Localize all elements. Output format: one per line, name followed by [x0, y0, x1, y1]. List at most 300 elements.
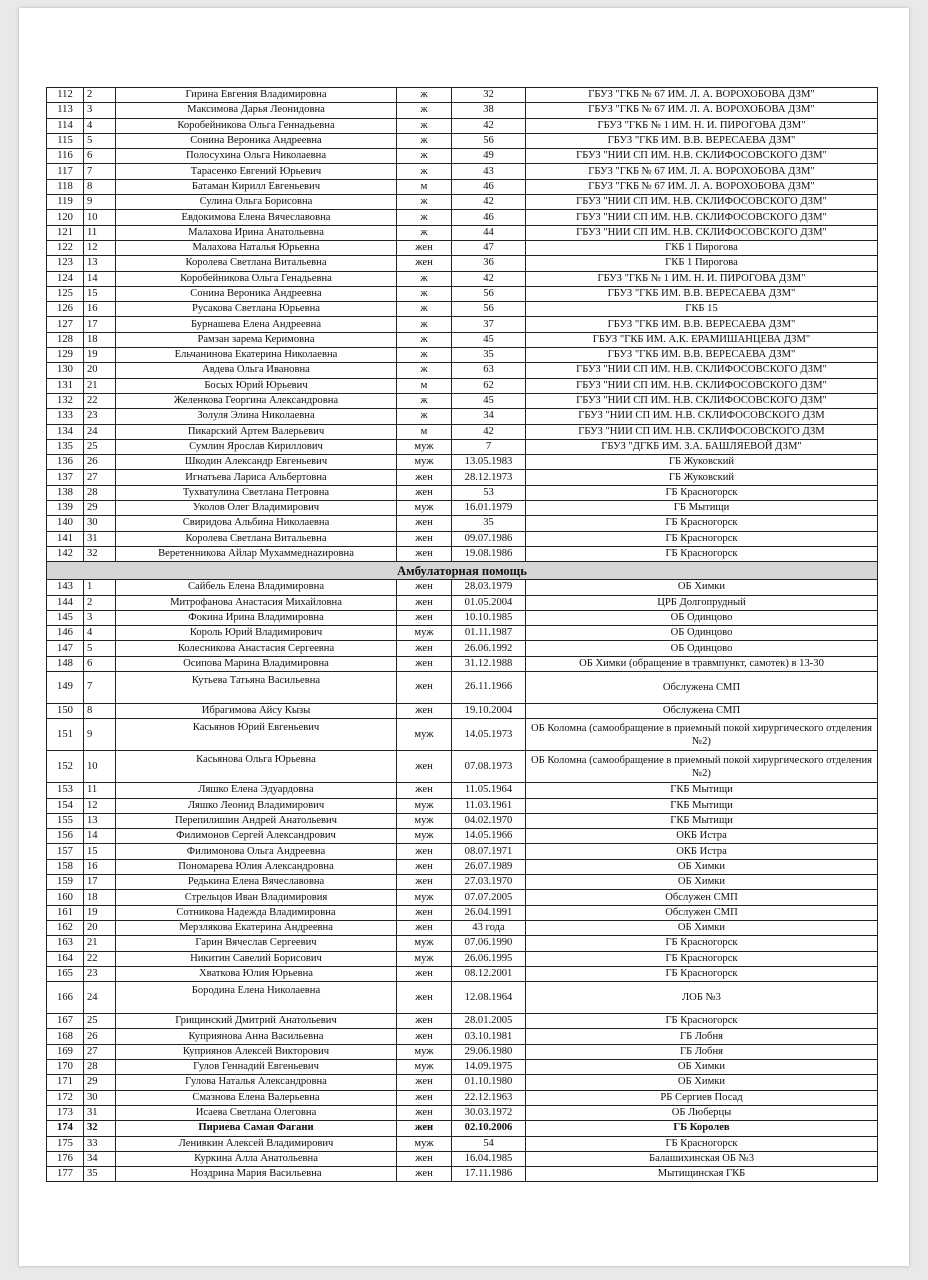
group-index: 3: [84, 103, 116, 118]
medical-organization: ГКБ 1 Пирогова: [526, 240, 878, 255]
patient-sex: ж: [397, 393, 452, 408]
medical-organization: ГБУЗ "НИИ СП ИМ. Н.В. СКЛИФОСОВСКОГО ДЗМ": [526, 378, 878, 393]
patient-sex: жен: [397, 516, 452, 531]
group-index: 10: [84, 210, 116, 225]
patient-age: 07.07.2005: [452, 890, 526, 905]
row-number: 146: [47, 626, 84, 641]
medical-organization: ОКБ Истра: [526, 844, 878, 859]
group-index: 19: [84, 905, 116, 920]
patient-age: 38: [452, 103, 526, 118]
table-row: [47, 256, 878, 271]
row-number: 129: [47, 348, 84, 363]
patient-age: 26.11.1966: [452, 671, 526, 703]
medical-organization: ГБУЗ "ДГКБ ИМ. З.А. БАШЛЯЕВОЙ ДЗМ": [526, 439, 878, 454]
row-number: 145: [47, 610, 84, 625]
row-number: 113: [47, 103, 84, 118]
patient-name: Стрельцов Иван Владимировия: [116, 890, 397, 905]
patient-age: 42: [452, 271, 526, 286]
patient-name: Филимонова Ольга Андреевна: [116, 844, 397, 859]
patient-sex: муж: [397, 951, 452, 966]
patient-sex: жен: [397, 920, 452, 935]
table-row: [47, 1167, 878, 1182]
medical-organization: ОБ Люберцы: [526, 1105, 878, 1120]
table-row: [47, 286, 878, 301]
medical-organization: Обслужена СМП: [526, 671, 878, 703]
patient-age: 36: [452, 256, 526, 271]
patient-age: 32: [452, 88, 526, 103]
patient-name: Хваткова Юлия Юрьевна: [116, 966, 397, 981]
section-header-row: [47, 562, 878, 580]
group-index: 1: [84, 580, 116, 595]
patient-age: 12.08.1964: [452, 982, 526, 1014]
medical-organization: Обслужен СМП: [526, 905, 878, 920]
row-number: 138: [47, 485, 84, 500]
table-row: [47, 409, 878, 424]
medical-organization: ОБ Химки: [526, 1060, 878, 1075]
row-number: 149: [47, 671, 84, 703]
medical-organization: ГКБ 15: [526, 302, 878, 317]
row-number: 125: [47, 286, 84, 301]
row-number: 134: [47, 424, 84, 439]
patient-sex: муж: [397, 890, 452, 905]
patient-age: 08.12.2001: [452, 966, 526, 981]
patient-age: 45: [452, 393, 526, 408]
patient-sex: ж: [397, 332, 452, 347]
medical-organization: ГБУЗ "ГКБ ИМ. В.В. ВЕРЕСАЕВА ДЗМ": [526, 286, 878, 301]
patient-sex: жен: [397, 240, 452, 255]
group-index: 8: [84, 703, 116, 718]
patient-name: Сотникова Надежда Владимировна: [116, 905, 397, 920]
group-index: 16: [84, 859, 116, 874]
group-index: 2: [84, 595, 116, 610]
group-index: 5: [84, 133, 116, 148]
patient-age: 44: [452, 225, 526, 240]
medical-organization: ГБ Красногорск: [526, 485, 878, 500]
patient-sex: жен: [397, 656, 452, 671]
row-number: 117: [47, 164, 84, 179]
patient-age: 01.05.2004: [452, 595, 526, 610]
table-row: [47, 580, 878, 595]
table-row: [47, 424, 878, 439]
group-index: 16: [84, 302, 116, 317]
patient-age: 10.10.1985: [452, 610, 526, 625]
group-index: 20: [84, 363, 116, 378]
row-number: 154: [47, 798, 84, 813]
row-number: 158: [47, 859, 84, 874]
patient-sex: муж: [397, 719, 452, 751]
patient-name: Мерзлякова Екатерина Андреевна: [116, 920, 397, 935]
table-row: [47, 890, 878, 905]
group-index: 2: [84, 88, 116, 103]
table-row: [47, 103, 878, 118]
patient-name: Сайбель Елена Владимировна: [116, 580, 397, 595]
patient-sex: жен: [397, 703, 452, 718]
patient-age: 34: [452, 409, 526, 424]
row-number: 115: [47, 133, 84, 148]
group-index: 24: [84, 982, 116, 1014]
patient-age: 26.04.1991: [452, 905, 526, 920]
group-index: 27: [84, 470, 116, 485]
patient-sex: муж: [397, 936, 452, 951]
patient-age: 42: [452, 195, 526, 210]
table-row: [47, 875, 878, 890]
row-number: 156: [47, 829, 84, 844]
patient-age: 08.07.1971: [452, 844, 526, 859]
row-number: 159: [47, 875, 84, 890]
group-index: 32: [84, 1121, 116, 1136]
group-index: 8: [84, 179, 116, 194]
patient-sex: жен: [397, 875, 452, 890]
table-row: [47, 88, 878, 103]
group-index: 9: [84, 195, 116, 210]
table-row: [47, 1090, 878, 1105]
patient-age: 47: [452, 240, 526, 255]
patient-sex: жен: [397, 751, 452, 783]
group-index: 7: [84, 164, 116, 179]
table-row: [47, 859, 878, 874]
patient-name: Король Юрий Владимирович: [116, 626, 397, 641]
medical-organization: ГБУЗ "НИИ СП ИМ. Н.В. СКЛИФОСОВСКОГО ДЗМ": [526, 393, 878, 408]
patient-table: [46, 87, 878, 1182]
group-index: 22: [84, 951, 116, 966]
patient-sex: жен: [397, 641, 452, 656]
row-number: 139: [47, 501, 84, 516]
table-row: [47, 641, 878, 656]
patient-age: 17.11.1986: [452, 1167, 526, 1182]
row-number: 155: [47, 813, 84, 828]
patient-age: 01.10.1980: [452, 1075, 526, 1090]
table-row: [47, 118, 878, 133]
medical-organization: ОБ Химки: [526, 920, 878, 935]
patient-age: 56: [452, 286, 526, 301]
row-number: 116: [47, 149, 84, 164]
medical-organization: ГБ Лобня: [526, 1044, 878, 1059]
patient-sex: жен: [397, 905, 452, 920]
patient-sex: жен: [397, 844, 452, 859]
table-row: [47, 905, 878, 920]
medical-organization: ГБ Красногорск: [526, 1014, 878, 1029]
table-row: [47, 783, 878, 798]
row-number: 135: [47, 439, 84, 454]
patient-sex: ж: [397, 271, 452, 286]
table-row: [47, 1060, 878, 1075]
row-number: 147: [47, 641, 84, 656]
table-row: [47, 1044, 878, 1059]
table-row: [47, 671, 878, 703]
patient-age: 16.04.1985: [452, 1151, 526, 1166]
row-number: 175: [47, 1136, 84, 1151]
medical-organization: ГБ Мытищи: [526, 501, 878, 516]
table-row: [47, 1014, 878, 1029]
group-index: 31: [84, 1105, 116, 1120]
medical-organization: ГБУЗ "ГКБ ИМ. В.В. ВЕРЕСАЕВА ДЗМ": [526, 133, 878, 148]
medical-organization: ОБ Химки: [526, 580, 878, 595]
patient-name: Коробейникова Ольга Генадьевна: [116, 271, 397, 286]
table-row: [47, 920, 878, 935]
table-row: [47, 240, 878, 255]
patient-sex: жен: [397, 783, 452, 798]
table-row: [47, 317, 878, 332]
patient-name: Фокина Ирина Владимировна: [116, 610, 397, 625]
patient-sex: муж: [397, 1060, 452, 1075]
patient-age: 29.06.1980: [452, 1044, 526, 1059]
medical-organization: ГБУЗ "НИИ СП ИМ. Н.В. СКЛИФОСОВСКОГО ДЗМ": [526, 225, 878, 240]
patient-age: 22.12.1963: [452, 1090, 526, 1105]
patient-age: 35: [452, 516, 526, 531]
group-index: 23: [84, 966, 116, 981]
patient-age: 28.12.1973: [452, 470, 526, 485]
medical-organization: Обслужен СМП: [526, 890, 878, 905]
group-index: 21: [84, 936, 116, 951]
row-number: 153: [47, 783, 84, 798]
patient-sex: жен: [397, 859, 452, 874]
patient-age: 42: [452, 118, 526, 133]
patient-sex: жен: [397, 610, 452, 625]
medical-organization: ГБУЗ "ГКБ № 1 ИМ. Н. И. ПИРОГОВА ДЗМ": [526, 118, 878, 133]
patient-sex: жен: [397, 1090, 452, 1105]
table-row: [47, 1029, 878, 1044]
patient-sex: ж: [397, 286, 452, 301]
group-index: 30: [84, 516, 116, 531]
patient-name: Коробейникова Ольга Геннадьевна: [116, 118, 397, 133]
table-row: [47, 271, 878, 286]
patient-age: 43: [452, 164, 526, 179]
patient-age: 27.03.1970: [452, 875, 526, 890]
patient-age: 53: [452, 485, 526, 500]
patient-name: Королева Светлана Витальевна: [116, 256, 397, 271]
patient-age: 43 года: [452, 920, 526, 935]
medical-organization: ГБ Красногорск: [526, 951, 878, 966]
row-number: 140: [47, 516, 84, 531]
row-number: 137: [47, 470, 84, 485]
table-row: [47, 531, 878, 546]
patient-age: 56: [452, 302, 526, 317]
patient-sex: ж: [397, 210, 452, 225]
table-row: [47, 1151, 878, 1166]
patient-sex: жен: [397, 470, 452, 485]
row-number: 150: [47, 703, 84, 718]
medical-organization: РБ Сергиев Посад: [526, 1090, 878, 1105]
table-row: [47, 595, 878, 610]
patient-sex: муж: [397, 501, 452, 516]
table-row: [47, 1136, 878, 1151]
document-page: [19, 8, 909, 1266]
row-number: 141: [47, 531, 84, 546]
patient-name: Кутьева Татьяна Васильевна: [116, 671, 397, 703]
medical-organization: ГБ Красногорск: [526, 531, 878, 546]
row-number: 127: [47, 317, 84, 332]
patient-age: 14.05.1966: [452, 829, 526, 844]
patient-name: Пикарский Артем Валерьевич: [116, 424, 397, 439]
patient-age: 11.03.1961: [452, 798, 526, 813]
table-row: [47, 936, 878, 951]
patient-age: 42: [452, 424, 526, 439]
patient-name: Филимонов Сергей Александрович: [116, 829, 397, 844]
row-number: 160: [47, 890, 84, 905]
patient-name: Бурнашева Елена Андреевна: [116, 317, 397, 332]
patient-age: 28.01.2005: [452, 1014, 526, 1029]
medical-organization: ГБ Королев: [526, 1121, 878, 1136]
patient-age: 11.05.1964: [452, 783, 526, 798]
group-index: 33: [84, 1136, 116, 1151]
patient-name: Игнатьева Лариса Альбертовна: [116, 470, 397, 485]
patient-age: 19.10.2004: [452, 703, 526, 718]
table-row: [47, 485, 878, 500]
patient-age: 56: [452, 133, 526, 148]
group-index: 12: [84, 240, 116, 255]
group-index: 23: [84, 409, 116, 424]
row-number: 167: [47, 1014, 84, 1029]
row-number: 136: [47, 455, 84, 470]
patient-sex: ж: [397, 149, 452, 164]
medical-organization: ГБУЗ "НИИ СП ИМ. Н.В. СКЛИФОСОВСКОГО ДЗМ": [526, 210, 878, 225]
medical-organization: ГБ Жуковский: [526, 455, 878, 470]
table-row: [47, 378, 878, 393]
row-number: 177: [47, 1167, 84, 1182]
medical-organization: ГБУЗ "НИИ СП ИМ. Н.В. СКЛИФОСОВСКОГО ДЗМ": [526, 149, 878, 164]
medical-organization: Обслужена СМП: [526, 703, 878, 718]
patient-age: 02.10.2006: [452, 1121, 526, 1136]
patient-sex: муж: [397, 829, 452, 844]
patient-age: 16.01.1979: [452, 501, 526, 516]
section-title: Амбулаторная помощь: [47, 562, 878, 580]
patient-sex: м: [397, 424, 452, 439]
medical-organization: ОБ Химки: [526, 875, 878, 890]
medical-organization: ГБУЗ "НИИ СП ИМ. Н.В. СКЛИФОСОВСКОГО ДЗМ: [526, 409, 878, 424]
patient-name: Грищинский Дмитрий Анатольевич: [116, 1014, 397, 1029]
row-number: 173: [47, 1105, 84, 1120]
patient-name: Королева Светлана Витальевна: [116, 531, 397, 546]
group-index: 14: [84, 829, 116, 844]
row-number: 166: [47, 982, 84, 1014]
group-index: 14: [84, 271, 116, 286]
group-index: 4: [84, 118, 116, 133]
row-number: 176: [47, 1151, 84, 1166]
table-row: [47, 348, 878, 363]
patient-name: Шкодин Александр Евгеньевич: [116, 455, 397, 470]
patient-age: 7: [452, 439, 526, 454]
medical-organization: ГБ Красногорск: [526, 966, 878, 981]
patient-sex: ж: [397, 103, 452, 118]
patient-name: Малахова Ирина Анатольевна: [116, 225, 397, 240]
group-index: 10: [84, 751, 116, 783]
patient-age: 01.11.1987: [452, 626, 526, 641]
table-row: [47, 966, 878, 981]
patient-name: Бородина Елена Николаевна: [116, 982, 397, 1014]
row-number: 172: [47, 1090, 84, 1105]
row-number: 126: [47, 302, 84, 317]
group-index: 11: [84, 225, 116, 240]
table-row: [47, 225, 878, 240]
row-number: 114: [47, 118, 84, 133]
medical-organization: ГКБ Мытищи: [526, 813, 878, 828]
patient-sex: ж: [397, 348, 452, 363]
patient-name: Гулова Наталья Александровна: [116, 1075, 397, 1090]
patient-name: Русакова Светлана Юрьевна: [116, 302, 397, 317]
patient-sex: жен: [397, 982, 452, 1014]
patient-age: 37: [452, 317, 526, 332]
medical-organization: Балашихинская ОБ №3: [526, 1151, 878, 1166]
patient-name: Малахова Наталья Юрьевна: [116, 240, 397, 255]
group-index: 15: [84, 286, 116, 301]
group-index: 5: [84, 641, 116, 656]
group-index: 18: [84, 890, 116, 905]
patient-age: 03.10.1981: [452, 1029, 526, 1044]
row-number: 157: [47, 844, 84, 859]
table-row: [47, 798, 878, 813]
table-row: [47, 393, 878, 408]
group-index: 29: [84, 1075, 116, 1090]
row-number: 131: [47, 378, 84, 393]
patient-sex: ж: [397, 164, 452, 179]
patient-age: 14.09.1975: [452, 1060, 526, 1075]
table-row: [47, 844, 878, 859]
table-row: [47, 455, 878, 470]
patient-age: 46: [452, 179, 526, 194]
group-index: 24: [84, 424, 116, 439]
table-row: [47, 149, 878, 164]
patient-age: 45: [452, 332, 526, 347]
medical-organization: Мытищинская ГКБ: [526, 1167, 878, 1182]
patient-age: 49: [452, 149, 526, 164]
group-index: 6: [84, 149, 116, 164]
medical-organization: ОБ Химки: [526, 859, 878, 874]
patient-sex: ж: [397, 225, 452, 240]
row-number: 163: [47, 936, 84, 951]
row-number: 120: [47, 210, 84, 225]
group-index: 13: [84, 256, 116, 271]
patient-name: Сонина Вероника Андреевна: [116, 133, 397, 148]
patient-name: Босых Юрий Юрьевич: [116, 378, 397, 393]
table-row: [47, 719, 878, 751]
patient-name: Пириева Самая Фагани: [116, 1121, 397, 1136]
row-number: 122: [47, 240, 84, 255]
group-index: 9: [84, 719, 116, 751]
patient-sex: ж: [397, 118, 452, 133]
patient-age: 54: [452, 1136, 526, 1151]
patient-age: 26.06.1995: [452, 951, 526, 966]
patient-name: Гулов Геннадий Евгеньевич: [116, 1060, 397, 1075]
patient-sex: жен: [397, 1121, 452, 1136]
medical-organization: ГБУЗ "НИИ СП ИМ. Н.В. СКЛИФОСОВСКОГО ДЗМ": [526, 363, 878, 378]
group-index: 27: [84, 1044, 116, 1059]
medical-organization: ГБ Красногорск: [526, 546, 878, 561]
patient-name: Уколов Олег Владимирович: [116, 501, 397, 516]
row-number: 143: [47, 580, 84, 595]
patient-name: Максимова Дарья Леонидовна: [116, 103, 397, 118]
patient-age: 07.06.1990: [452, 936, 526, 951]
table-row: [47, 1121, 878, 1136]
row-number: 130: [47, 363, 84, 378]
patient-sex: жен: [397, 671, 452, 703]
medical-organization: ОБ Химки (обращение в травмпункт, самотек) в 13-30: [526, 656, 878, 671]
patient-sex: жен: [397, 1105, 452, 1120]
patient-age: 14.05.1973: [452, 719, 526, 751]
row-number: 152: [47, 751, 84, 783]
patient-name: Ноздрина Мария Васильевна: [116, 1167, 397, 1182]
patient-table-body: [47, 88, 878, 1182]
medical-organization: ОБ Одинцово: [526, 641, 878, 656]
patient-name: Колесникова Анастасия Сергеевна: [116, 641, 397, 656]
table-row: [47, 179, 878, 194]
patient-sex: жен: [397, 580, 452, 595]
patient-name: Ляшко Елена Эдуардовна: [116, 783, 397, 798]
group-index: 6: [84, 656, 116, 671]
group-index: 21: [84, 378, 116, 393]
row-number: 161: [47, 905, 84, 920]
table-row: [47, 1075, 878, 1090]
table-row: [47, 470, 878, 485]
